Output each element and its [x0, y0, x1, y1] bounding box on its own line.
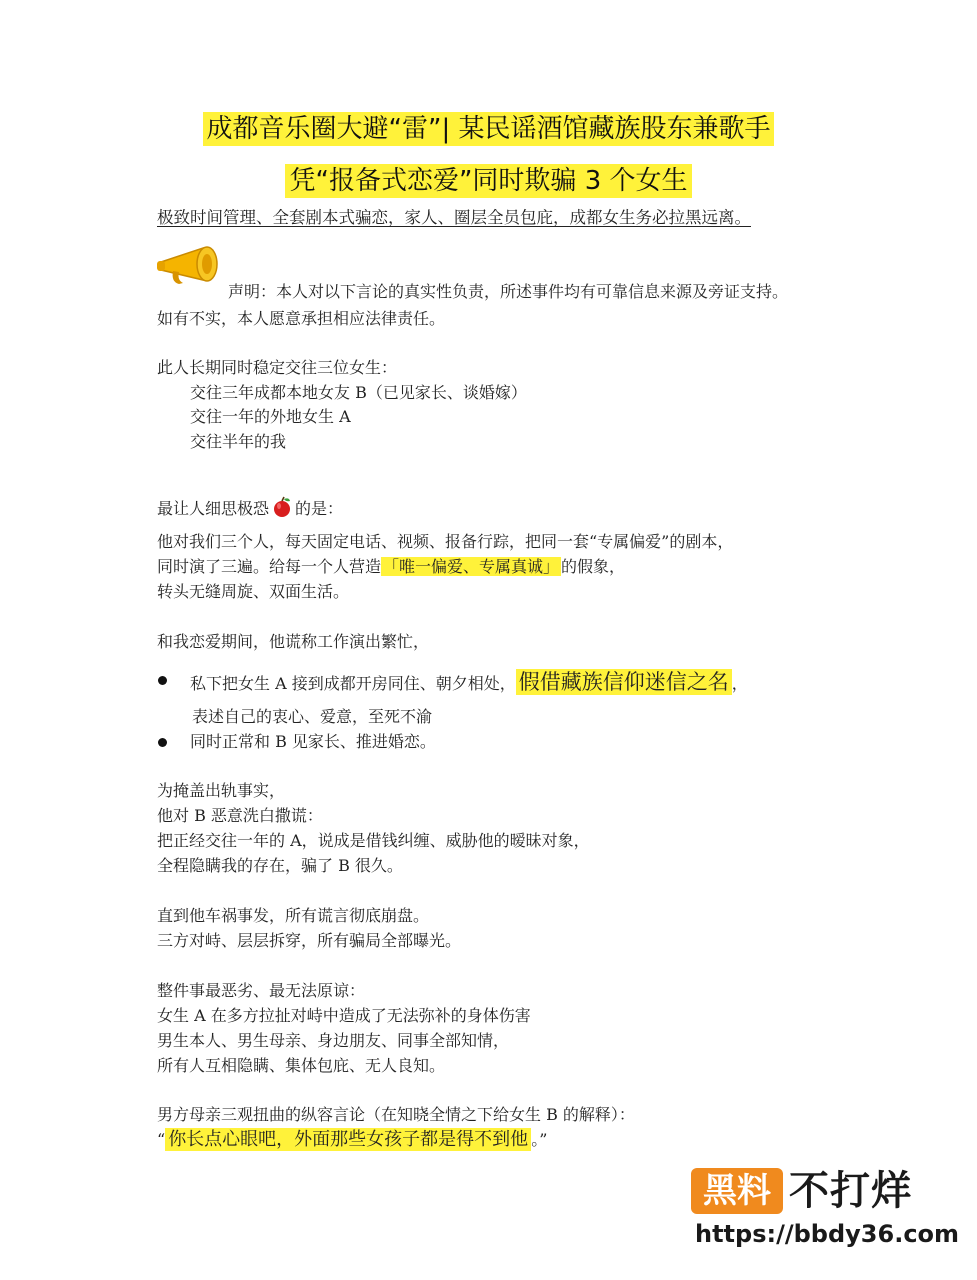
watermark — [691, 1168, 960, 1258]
script-line-3: 转头无缝周旋、双面生活。 — [157, 582, 350, 601]
bullet-2: 同时正常和 B 见家长、推进婚恋。 — [190, 732, 436, 751]
megaphone-icon — [155, 240, 225, 290]
worst-line-1: 整件事最恶劣、最无法原谅： — [157, 981, 366, 1000]
watermark-logo-text: 不打烊 — [789, 1168, 912, 1214]
busy-line: 和我恋爱期间，他谎称工作演出繁忙， — [157, 632, 430, 651]
cover-line-4: 全程隐瞒我的存在，骗了 B 很久。 — [157, 856, 403, 875]
bullet-dot-1 — [158, 676, 167, 685]
mother-quote-highlight: 你长点心眼吧，外面那些女孩子都是得不到他 — [165, 1128, 531, 1151]
title-line-2-text: 凭“报备式恋爱”同时欺骗 3 个女生 — [285, 164, 691, 198]
title-line-2 — [0, 160, 977, 197]
script-line-2 — [157, 556, 625, 578]
script-line-2-after: 的假象， — [561, 557, 626, 576]
bullet-1 — [190, 668, 748, 698]
mother-line-1: 男方母亲三观扭曲的纵容言论（在知晓全情之下给女生 B 的解释）： — [157, 1105, 635, 1124]
worst-line-2: 女生 A 在多方拉扯对峙中造成了无法弥补的身体伤害 — [157, 1006, 531, 1025]
script-line-1: 他对我们三个人，每天固定电话、视频、报备行踪，把同一套“专属偏爱”的剧本， — [157, 532, 734, 551]
bullet-1-continuation: 表述自己的衷心、爱意，至死不渝 — [192, 707, 433, 726]
collapse-line-1: 直到他车祸事发，所有谎言彻底崩盘。 — [157, 906, 430, 925]
scary-after: 的是： — [295, 499, 344, 518]
bullet-1-highlight: 假借藏族信仰迷信之名 — [516, 669, 732, 695]
title-line-1-text: 成都音乐圈大避“雷”| 某民谣酒馆藏族股东兼歌手 — [203, 112, 775, 146]
script-line-2-before: 同时演了三遍。给每一个人营造 — [157, 557, 382, 576]
bullet-1-text: 私下把女生 A 接到成都开房同住、朝夕相处， — [190, 674, 516, 693]
worst-line-4: 所有人互相隐瞒、集体包庇、无人良知。 — [157, 1056, 446, 1075]
watermark-logo-box: 黑料 — [691, 1168, 783, 1214]
worst-line-3: 男生本人、男生母亲、身边朋友、同事全部知情， — [157, 1031, 510, 1050]
bullet-1-end: ， — [731, 674, 748, 693]
mother-quote-close: 。” — [531, 1130, 548, 1149]
relation-item-2: 交往一年的外地女生 A — [190, 407, 351, 426]
apple-icon — [271, 496, 293, 518]
cover-line-2: 他对 B 恶意洗白撒谎： — [157, 806, 323, 825]
cover-line-3: 把正经交往一年的 A，说成是借钱纠缠、威胁他的暧昧对象， — [157, 831, 590, 850]
declaration-line-2: 如有不实，本人愿意承担相应法律责任。 — [157, 309, 446, 328]
title-line-1 — [0, 108, 977, 145]
relation-item-1: 交往三年成都本地女友 B（已见家长、谈婚嫁） — [190, 383, 527, 402]
mother-quote-open: “ — [157, 1130, 166, 1149]
bullet-dot-2 — [158, 738, 167, 747]
scary-before: 最让人细思极恐 — [157, 499, 270, 518]
declaration-line-1: 声明：本人对以下言论的真实性负责，所述事件均有可靠信息来源及旁证支持。 — [228, 282, 789, 301]
collapse-line-2: 三方对峙、层层拆穿，所有骗局全部曝光。 — [157, 931, 462, 950]
mother-quote — [157, 1128, 547, 1152]
cover-line-1: 为掩盖出轨事实， — [157, 781, 286, 800]
relation-item-3: 交往半年的我 — [190, 432, 287, 451]
watermark-url: https://bbdy36.com — [695, 1220, 960, 1248]
script-line-2-highlight: 「唯一偏爱、专属真诚」 — [383, 557, 560, 576]
subtitle: 极致时间管理、全套剧本式骗恋，家人、圈层全员包庇，成都女生务必拉黑远离。 — [157, 208, 751, 227]
scary-line — [157, 496, 343, 520]
relations-intro: 此人长期同时稳定交往三位女生： — [157, 358, 398, 377]
